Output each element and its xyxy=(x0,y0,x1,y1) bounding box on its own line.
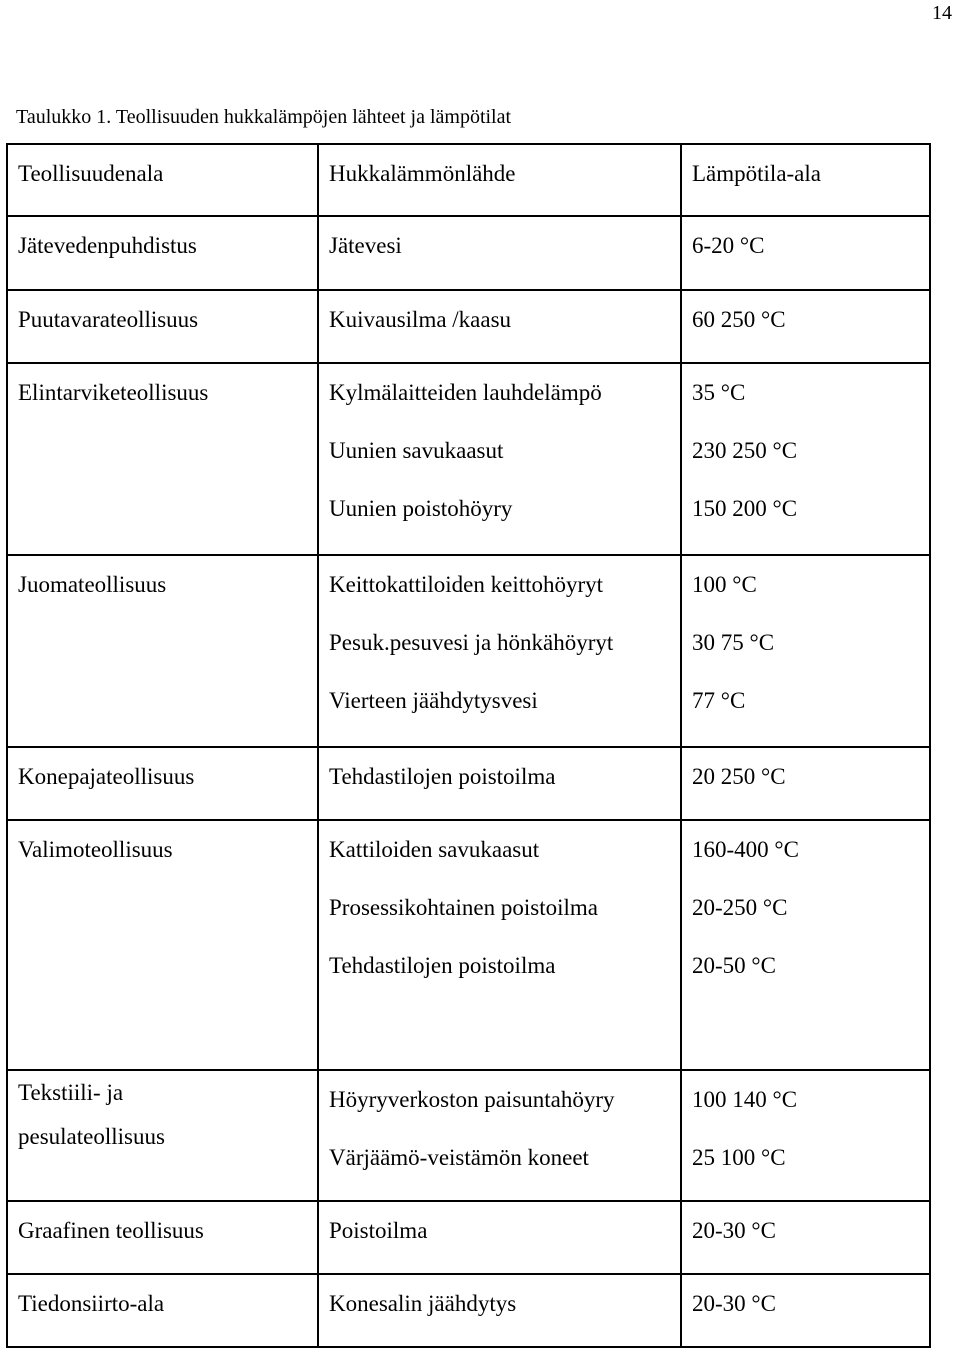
heat-source-line: Keittokattiloiden keittohöyryt xyxy=(329,572,604,597)
industry-cell xyxy=(7,747,318,820)
industry-line: Konepajateollisuus xyxy=(18,764,195,789)
heat-source-line: Kattiloiden savukaasut xyxy=(329,837,540,862)
heat-source-cell xyxy=(318,216,681,290)
industry-cell xyxy=(7,555,318,747)
temperature-cell xyxy=(681,290,930,363)
temperature-line: 150 200 °C xyxy=(692,496,798,521)
table-row xyxy=(7,1201,930,1274)
header-heat-source: Hukkalämmönlähde xyxy=(318,144,681,216)
heat-source-cell xyxy=(318,555,681,747)
industry-cell xyxy=(7,363,318,555)
heat-source-line: Vierteen jäähdytysvesi xyxy=(329,688,538,713)
industry-cell xyxy=(7,1274,318,1347)
industry-cell xyxy=(7,216,318,290)
temperature-line: 30 75 °C xyxy=(692,630,775,655)
temperature-line: 20-30 °C xyxy=(692,1218,776,1243)
industry-line: Graafinen teollisuus xyxy=(18,1218,204,1243)
industry-cell xyxy=(7,1070,318,1201)
temperature-cell xyxy=(681,1201,930,1274)
industry-line: Elintarviketeollisuus xyxy=(18,380,209,405)
table-row xyxy=(7,216,930,290)
temperature-line: 20-250 °C xyxy=(692,895,788,920)
heat-source-cell xyxy=(318,1274,681,1347)
heat-source-line: Konesalin jäähdytys xyxy=(329,1291,517,1316)
temperature-cell xyxy=(681,216,930,290)
temperature-line: 100 140 °C xyxy=(692,1087,798,1112)
heat-source-cell xyxy=(318,1070,681,1201)
table-row xyxy=(7,1070,930,1201)
heat-source-cell xyxy=(318,1201,681,1274)
table-row xyxy=(7,820,930,1070)
table-caption: Taulukko 1. Teollisuuden hukkalämpöjen lähteet ja lämpötilat xyxy=(16,106,512,128)
temperature-cell xyxy=(681,1274,930,1347)
temperature-line: 60 250 °C xyxy=(692,307,786,332)
header-industry: Teollisuudenala xyxy=(7,144,318,216)
heat-source-line: Prosessikohtainen poistoilma xyxy=(329,895,598,920)
industry-line: Valimoteollisuus xyxy=(18,837,173,862)
heat-source-line: Kylmälaitteiden lauhdelämpö xyxy=(329,380,602,405)
heat-source-line: Värjäämö-veistämön koneet xyxy=(329,1145,589,1170)
heat-source-line: Kuivausilma /kaasu xyxy=(329,307,512,332)
temperature-cell xyxy=(681,555,930,747)
table-row xyxy=(7,363,930,555)
temperature-cell xyxy=(681,363,930,555)
temperature-line: 35 °C xyxy=(692,380,746,405)
heat-source-line: Höyryverkoston paisuntahöyry xyxy=(329,1087,615,1112)
heat-source-line: Jätevesi xyxy=(329,233,402,258)
heat-source-cell xyxy=(318,820,681,1070)
temperature-line: 20 250 °C xyxy=(692,764,786,789)
temperature-line: 20-50 °C xyxy=(692,953,776,978)
heat-source-cell xyxy=(318,290,681,363)
heat-source-line: Pesuk.pesuvesi ja hönkähöyryt xyxy=(329,630,614,655)
heat-source-line: Poistoilma xyxy=(329,1218,428,1243)
table-row xyxy=(7,747,930,820)
table-row xyxy=(7,555,930,747)
industry-line: Tiedonsiirto-ala xyxy=(18,1291,165,1316)
table-header-row xyxy=(7,144,930,216)
industry-cell xyxy=(7,290,318,363)
industry-line: Tekstiili- ja xyxy=(18,1080,124,1105)
temperature-cell xyxy=(681,747,930,820)
temperature-line: 100 °C xyxy=(692,572,757,597)
heat-source-line: Tehdastilojen poistoilma xyxy=(329,953,556,978)
industry-line: Juomateollisuus xyxy=(18,572,167,597)
industry-cell xyxy=(7,1201,318,1274)
temperature-line: 25 100 °C xyxy=(692,1145,786,1170)
industry-line: Jätevedenpuhdistus xyxy=(18,233,197,258)
temperature-cell xyxy=(681,820,930,1070)
industry-line: pesulateollisuus xyxy=(18,1124,165,1149)
heat-source-cell xyxy=(318,363,681,555)
temperature-line: 77 °C xyxy=(692,688,746,713)
temperature-line: 230 250 °C xyxy=(692,438,798,463)
temperature-line: 6-20 °C xyxy=(692,233,765,258)
temperature-line: 20-30 °C xyxy=(692,1291,776,1316)
industry-cell xyxy=(7,820,318,1070)
heat-source-line: Uunien savukaasut xyxy=(329,438,504,463)
heat-source-cell xyxy=(318,747,681,820)
heat-source-line: Tehdastilojen poistoilma xyxy=(329,764,556,789)
table-row xyxy=(7,1274,930,1347)
heat-source-line: Uunien poistohöyry xyxy=(329,496,513,521)
table-row xyxy=(7,290,930,363)
header-temperature-range: Lämpötila-ala xyxy=(681,144,930,216)
industry-line: Puutavarateollisuus xyxy=(18,307,199,332)
temperature-cell xyxy=(681,1070,930,1201)
temperature-line: 160-400 °C xyxy=(692,837,799,862)
heat-source-table xyxy=(6,143,931,1348)
page-number: 14 xyxy=(932,2,952,24)
